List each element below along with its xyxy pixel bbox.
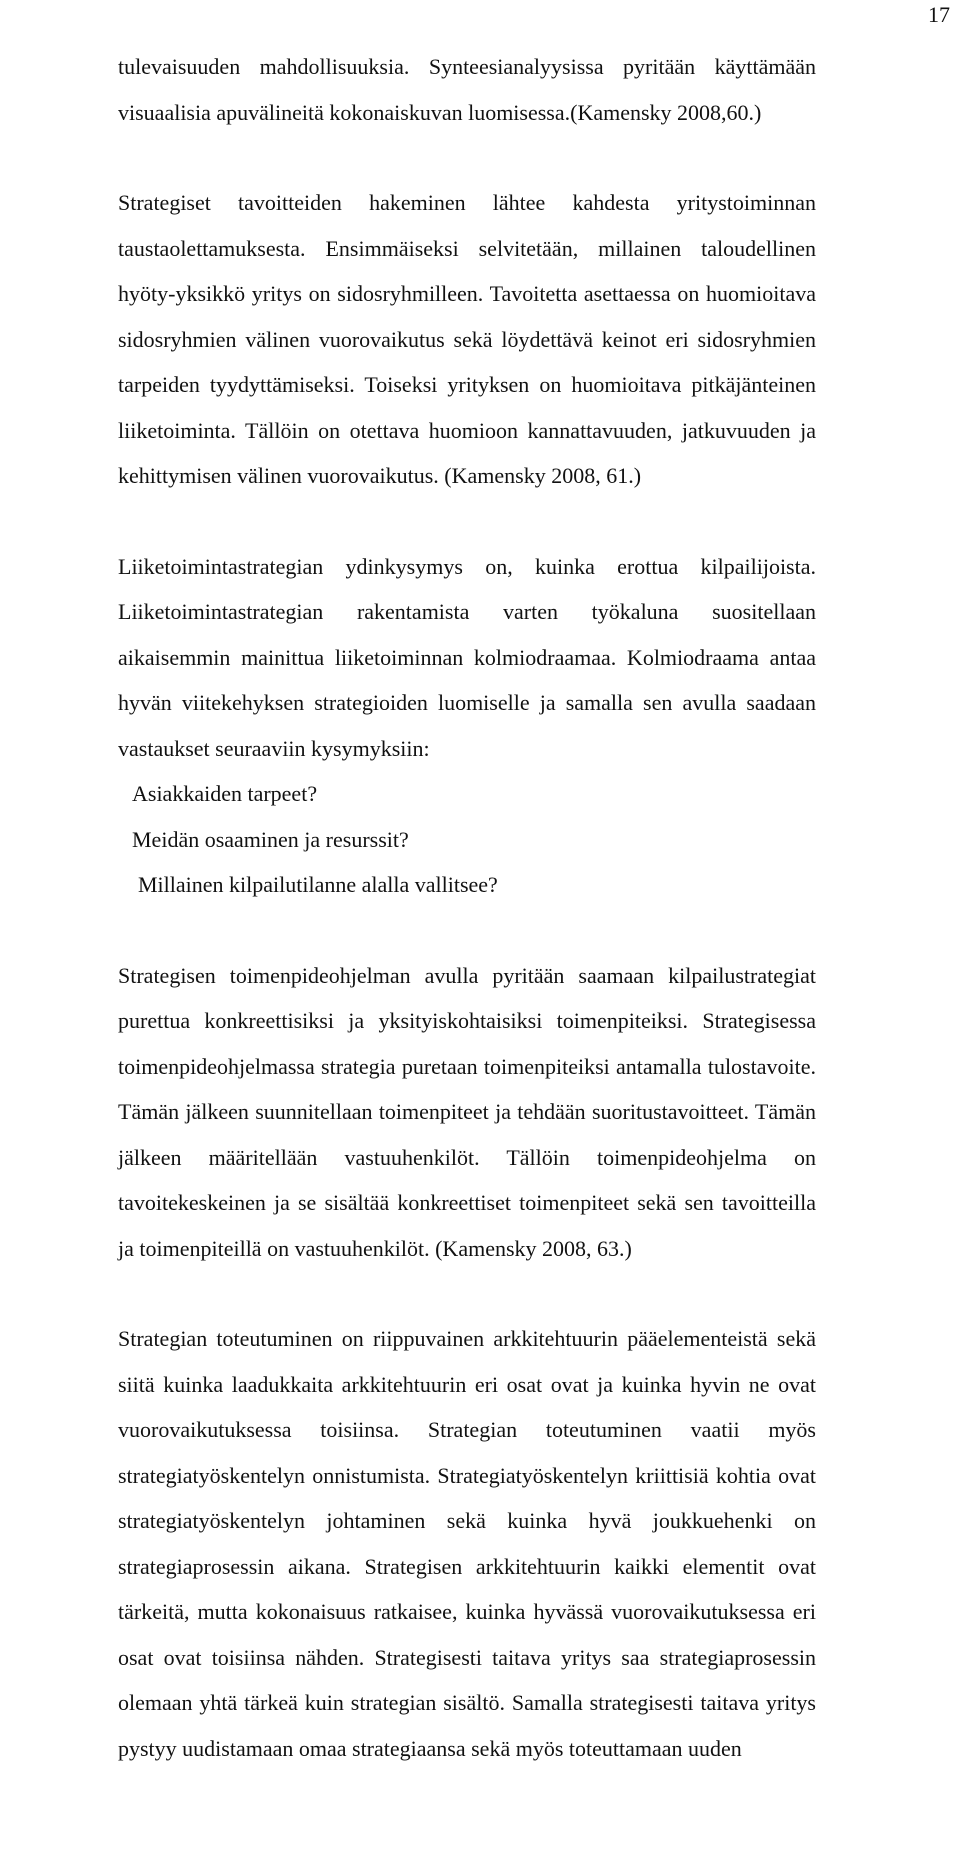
page-number: 17 [928, 2, 950, 27]
paragraph-strategic-goals: Strategiset tavoitteiden hakeminen lähtee kahdesta yritystoiminnan taustaolettamuksesta. Ensimmäiseksi selvitetään, millainen taloudellinen hyöty-yksikkö yritys on sidosryhmilleen. Tavoitetta asettaessa on huomioitava sidosryhmien välinen vuorovaikutus sekä löydettävä keinot eri sidosryhmien tarpeiden tyydyttämiseksi. Toiseksi yrityksen on huomioitava pitkäjänteinen liiketoiminta. Tällöin on otettava huomioon kannattavuuden, jatkuvuuden ja kehittymisen välinen vuorovaikutus. (Kamensky 2008, 61.) [118, 190, 816, 488]
paragraph-business-strategy: Liiketoimintastrategian ydinkysymys on, kuinka erottua kilpailijoista. Liiketoimintastrategian rakentamista varten työkaluna suositellaan aikaisemmin mainittua liiketoiminnan kolmiodraamaa. Kolmiodraama antaa hyvän viitekehyksen strategioiden luomiselle ja samalla sen avulla saadaan vastaukset seuraaviin kysymyksiin: [118, 553, 816, 761]
question-item: Asiakkaiden tarpeet? [132, 781, 318, 806]
question-item: Meidän osaaminen ja resurssit? [132, 826, 409, 852]
document-body [118, 44, 816, 1771]
question-list [118, 771, 816, 908]
paragraph-gap [118, 499, 816, 544]
paragraph-action-program: Strategisen toimenpideohjelman avulla pyritään saamaan kilpailustrategiat purettua konkreettisiksi ja yksityiskohtaisiksi toimenpiteiksi. Strategisessa toimenpideohjelmassa strategia puretaan toimenpiteiksi antamalla tulostavoite. Tämän jälkeen suunnitellaan toimenpiteet ja tehdään suoritustavoitteet. Tämän jälkeen määritellään vastuuhenkilöt. Tällöin toimenpideohjelma on tavoitekeskeinen ja se sisältää konkreettiset toimenpiteet sekä sen tavoitteilla ja toimenpiteillä on vastuuhenkilöt. (Kamensky 2008, 63.) [118, 962, 816, 1261]
paragraph-gap [118, 1271, 816, 1316]
paragraph-synthesis-analysis: tulevaisuuden mahdollisuuksia. Synteesianalyysissa pyritään käyttämään visuaalisia apuvälineitä kokonaiskuvan luomisessa.(Kamensky 2008,60.) [118, 54, 816, 125]
question-item: Millainen kilpailutilanne alalla vallitsee? [138, 872, 498, 897]
paragraph-gap [118, 135, 816, 180]
paragraph-strategy-implementation: Strategian toteutuminen on riippuvainen arkkitehtuurin pääelementeistä sekä siitä kuinka laadukkaita arkkitehtuurin eri osat ovat ja kuinka hyvin ne ovat vuorovaikutuksessa toisiinsa. Strategian toteutuminen vaatii myös strategiatyöskentelyn onnistumista. Strategiatyöskentelyn kriittisiä kohtia ovat strategiatyöskentelyn johtaminen sekä kuinka hyvä joukkuehenki on strategiaprosessin aikana. Strategisen arkkitehtuurin kaikki elementit ovat tärkeitä, mutta kokonaisuus ratkaisee, kuinka hyvässä vuorovaikutuksessa eri osat ovat toisiinsa nähden. Strategisesti taitava yritys saa strategiaprosessin olemaan yhtä tärkeä kuin strategian sisältö. Samalla strategisesti taitava yritys pystyy uudistamaan omaa strategiaansa sekä myös toteuttamaan uuden [118, 1326, 816, 1761]
paragraph-gap [118, 908, 816, 953]
